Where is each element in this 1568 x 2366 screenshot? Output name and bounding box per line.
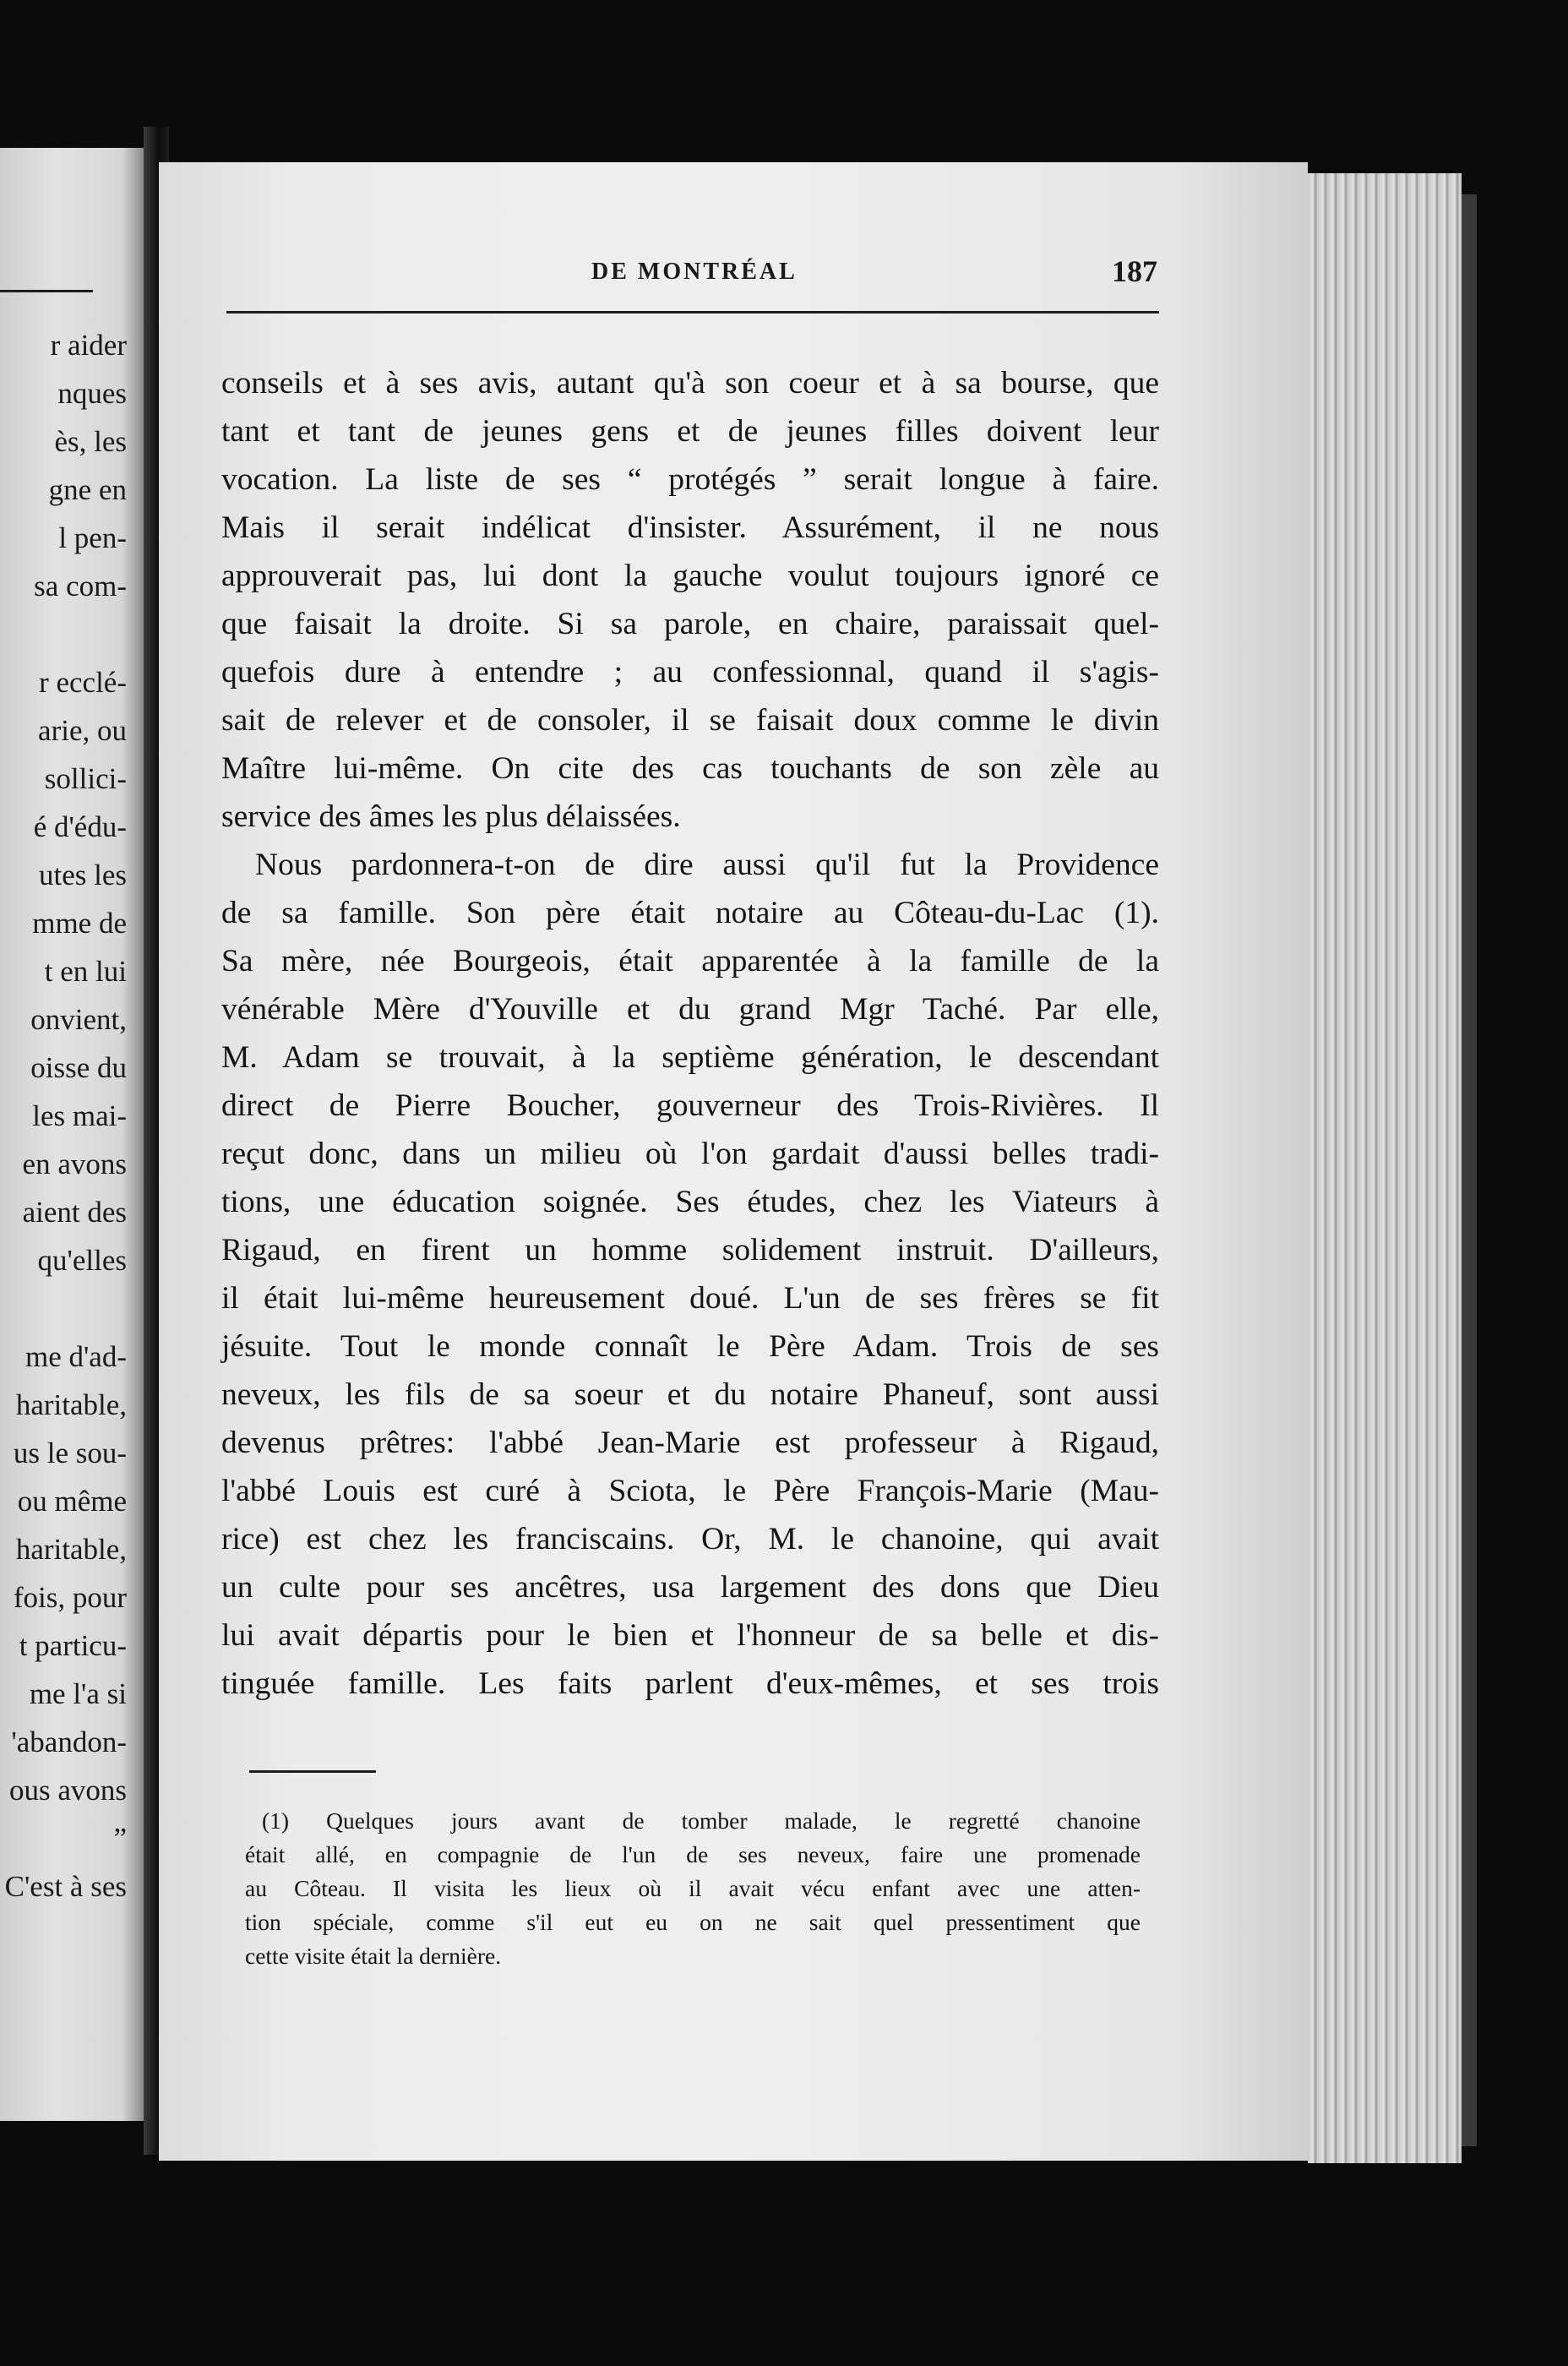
running-head-title: DE MONTRÉAL bbox=[591, 259, 798, 285]
body-line: Mais il serait indélicat d'insister. Assurément, il ne nous bbox=[221, 510, 1159, 545]
body-line: Rigaud, en firent un homme solidement instruit. D'ailleurs, bbox=[221, 1233, 1159, 1268]
left-line: onvient, bbox=[30, 1003, 127, 1036]
body-line: devenus prêtres: l'abbé Jean-Marie est professeur à Rigaud, bbox=[221, 1426, 1159, 1460]
body-line: Nous pardonnera-t-on de dire aussi qu'il fut la Providence bbox=[255, 848, 1159, 882]
left-line: mme de bbox=[32, 907, 127, 940]
body-line: neveux, les fils de sa soeur et du notaire Phaneuf, sont aussi bbox=[221, 1377, 1159, 1412]
left-line: é d'édu- bbox=[33, 810, 127, 843]
left-line: haritable, bbox=[15, 1533, 127, 1566]
left-line: fois, pour bbox=[13, 1581, 127, 1614]
left-line: qu'elles bbox=[37, 1244, 127, 1277]
left-line bbox=[5, 1284, 127, 1333]
left-line: me l'a si bbox=[29, 1677, 127, 1710]
body-line: rice) est chez les franciscains. Or, M. le chanoine, qui avait bbox=[221, 1522, 1159, 1556]
left-line: les mai- bbox=[32, 1099, 127, 1132]
left-line: me d'ad- bbox=[24, 1340, 127, 1373]
left-line: utes les bbox=[38, 859, 127, 891]
left-line: oisse du bbox=[30, 1051, 127, 1084]
body-line: direct de Pierre Boucher, gouverneur des Trois-Rivières. Il bbox=[221, 1088, 1159, 1123]
body-line: sait de relever et de consoler, il se faisait doux comme le divin bbox=[221, 703, 1159, 738]
body-line: conseils et à ses avis, autant qu'à son coeur et à sa bourse, que bbox=[221, 366, 1159, 401]
left-line: 'abandon- bbox=[11, 1725, 127, 1758]
body-line: M. Adam se trouvait, à la septième génération, le descendant bbox=[221, 1040, 1159, 1075]
left-line: haritable, bbox=[15, 1388, 127, 1421]
body-line: Maître lui-même. On cite des cas touchants de son zèle au bbox=[221, 751, 1159, 786]
body-line: quefois dure à entendre ; au confessionnal, quand il s'agis- bbox=[221, 655, 1159, 690]
body-line: jésuite. Tout le monde connaît le Père Adam. Trois de ses bbox=[221, 1329, 1159, 1364]
body-line: il était lui-même heureusement doué. L'un de ses frères se fit bbox=[221, 1281, 1159, 1316]
left-line: arie, ou bbox=[38, 714, 127, 747]
left-line: sollici- bbox=[44, 762, 127, 795]
left-line: r aider bbox=[50, 329, 127, 362]
footnote-rule bbox=[249, 1770, 376, 1773]
left-line: C'est à ses bbox=[4, 1870, 127, 1903]
footnote-line: cette visite était la dernière. bbox=[245, 1943, 502, 1969]
body-line: vénérable Mère d'Youville et du grand Mgr Taché. Par elle, bbox=[221, 992, 1159, 1027]
footnote bbox=[245, 1804, 1141, 1973]
left-line: l pen- bbox=[58, 521, 127, 554]
left-line: t en lui bbox=[44, 955, 127, 988]
body-line: vocation. La liste de ses “ protégés ” serait longue à faire. bbox=[221, 462, 1159, 497]
body-line: service des âmes les plus délaissées. bbox=[221, 799, 681, 834]
body-line: lui avait départis pour le bien et l'honneur de sa belle et dis- bbox=[221, 1618, 1159, 1653]
body-line: tinguée famille. Les faits parlent d'eux-mêmes, et ses trois bbox=[221, 1666, 1159, 1701]
left-page-text bbox=[5, 321, 127, 1911]
body-line: Sa mère, née Bourgeois, était apparentée à la famille de la bbox=[221, 944, 1159, 979]
body-line: tant et tant de jeunes gens et de jeunes filles doivent leur bbox=[221, 414, 1159, 449]
left-line: ” bbox=[113, 1822, 127, 1855]
left-line: nques bbox=[57, 377, 127, 410]
body-line: un culte pour ses ancêtres, usa largement des dons que Dieu bbox=[221, 1570, 1159, 1605]
body-line: que faisait la droite. Si sa parole, en chaire, paraissait quel- bbox=[221, 607, 1159, 641]
left-line: aient des bbox=[22, 1196, 127, 1229]
left-line: en avons bbox=[22, 1148, 127, 1180]
body-line: tions, une éducation soignée. Ses études, chez les Viateurs à bbox=[221, 1185, 1159, 1219]
left-line: ou même bbox=[17, 1485, 127, 1518]
footnote-line: était allé, en compagnie de l'un de ses neveux, faire une promenade bbox=[245, 1841, 1141, 1867]
footnote-line: au Côteau. Il visita les lieux où il avait vécu enfant avec une atten- bbox=[245, 1875, 1141, 1901]
footnote-line: (1) Quelques jours avant de tomber malade, le regretté chanoine bbox=[262, 1807, 1141, 1834]
body-text bbox=[221, 359, 1159, 1708]
body-line: de sa famille. Son père était notaire au Côteau-du-Lac (1). bbox=[221, 896, 1159, 930]
left-line: t particu- bbox=[19, 1629, 127, 1662]
left-line: us le sou- bbox=[13, 1436, 127, 1469]
page-edges bbox=[1308, 173, 1462, 2163]
body-line: reçut donc, dans un milieu où l'on gardait d'aussi belles tradi- bbox=[221, 1137, 1159, 1171]
header-rule bbox=[226, 311, 1159, 313]
body-line: l'abbé Louis est curé à Sciota, le Père François-Marie (Mau- bbox=[221, 1474, 1159, 1508]
running-head bbox=[228, 254, 1157, 304]
left-line: gne en bbox=[48, 473, 127, 506]
page-edges-shadow bbox=[1462, 194, 1477, 2146]
left-page-rule bbox=[0, 290, 93, 292]
footnote-line: tion spéciale, comme s'il eut eu on ne sait quel pressentiment que bbox=[245, 1909, 1141, 1935]
left-line: ous avons bbox=[8, 1774, 127, 1807]
left-facing-page bbox=[0, 148, 144, 2121]
left-line: sa com- bbox=[34, 570, 127, 602]
left-line: r ecclé- bbox=[39, 666, 127, 699]
left-line: ès, les bbox=[54, 425, 127, 458]
left-line bbox=[5, 610, 127, 658]
body-line: approuverait pas, lui dont la gauche voulut toujours ignoré ce bbox=[221, 559, 1159, 593]
page-number: 187 bbox=[1112, 254, 1157, 288]
